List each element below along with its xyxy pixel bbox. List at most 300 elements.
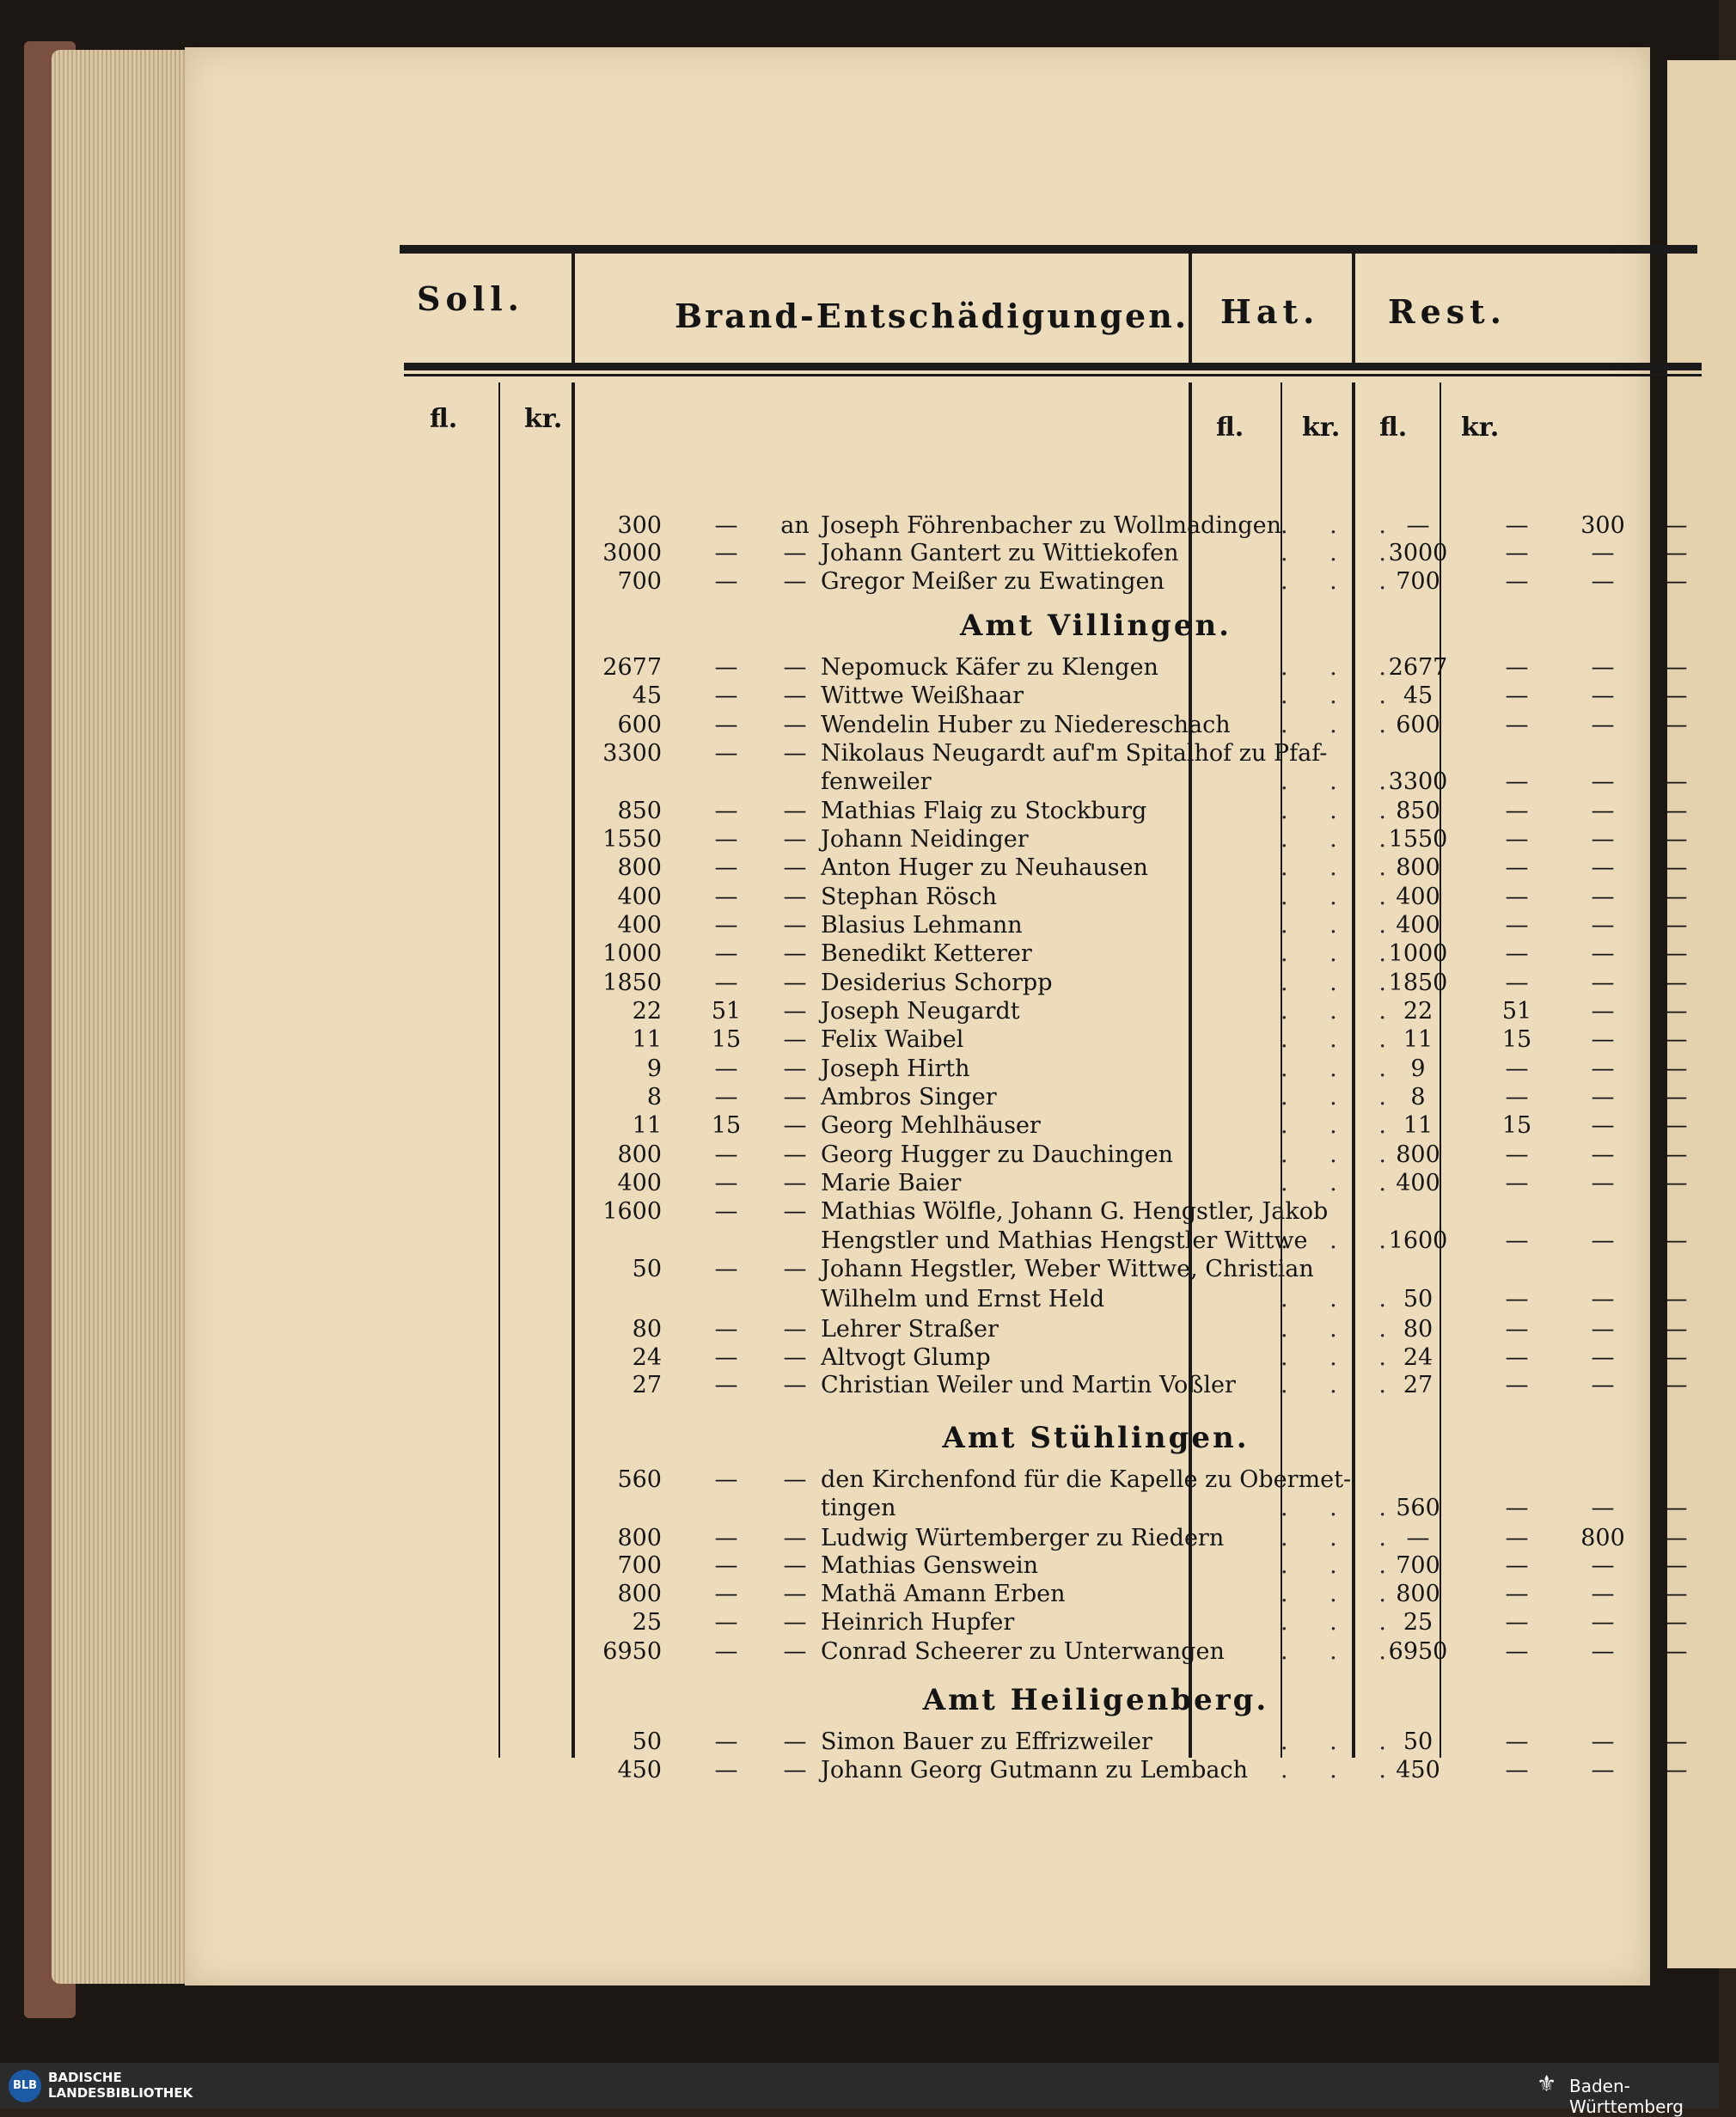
header-bottom-rule xyxy=(404,363,1702,370)
cell-name: den Kirchenfond für die Kapelle zu Obermet- xyxy=(821,1466,1352,1493)
cell-soll-fl: 800 xyxy=(617,1525,662,1551)
cell-rest-kr: — xyxy=(1664,1286,1688,1312)
cell-hat-fl: 600 xyxy=(1396,712,1440,738)
cell-name: Mathias Genswein xyxy=(821,1552,1039,1579)
cell-rest-fl: — xyxy=(1591,1084,1615,1111)
unit-soll-kr: kr. xyxy=(524,404,563,434)
cell-hat-fl: 1000 xyxy=(1388,940,1448,967)
header-sep-1 xyxy=(572,254,575,365)
cell-soll-kr: — xyxy=(714,1728,738,1755)
cell-rest-kr: — xyxy=(1664,1525,1688,1551)
blb-line-1: BADISCHE xyxy=(48,2070,122,2085)
cell-soll-fl: 400 xyxy=(617,1170,662,1196)
cell-hat-fl: 22 xyxy=(1403,998,1433,1025)
ledger-row xyxy=(576,682,1702,710)
ledger-row xyxy=(576,1728,1702,1756)
cell-hat-fl: — xyxy=(1406,512,1430,539)
cell-soll-kr: — xyxy=(714,1466,738,1493)
cell-hat-kr: — xyxy=(1505,826,1529,853)
cell-soll-fl: 700 xyxy=(617,568,662,595)
cell-hat-kr: — xyxy=(1505,1372,1529,1398)
leader-dots: . . . xyxy=(1281,1581,1403,1607)
cell-rest-fl: — xyxy=(1591,826,1615,853)
cell-hat-kr: — xyxy=(1505,1316,1529,1343)
ledger-row xyxy=(576,1169,1702,1197)
ledger-row xyxy=(576,1025,1702,1054)
ledger-row xyxy=(576,539,1702,567)
leader-dots: . . . xyxy=(1281,970,1403,996)
cell-hat-fl: 24 xyxy=(1403,1344,1433,1371)
amt-heading: Amt Villingen. xyxy=(959,609,1232,643)
cell-soll-kr: — xyxy=(714,1256,738,1282)
cell-rest-fl: — xyxy=(1591,854,1615,881)
leader-dots: . . . xyxy=(1281,1112,1403,1139)
cell-pre: — xyxy=(783,1344,807,1371)
cell-name: Heinrich Hupfer xyxy=(821,1609,1015,1636)
cell-rest-kr: — xyxy=(1664,998,1688,1025)
ledger-row xyxy=(576,1524,1702,1552)
cell-pre: — xyxy=(783,940,807,967)
cell-soll-fl: 1600 xyxy=(602,1198,662,1225)
cell-hat-kr: — xyxy=(1505,1084,1529,1111)
cell-soll-fl: 850 xyxy=(617,798,662,824)
cell-rest-kr: — xyxy=(1664,1609,1688,1636)
leader-dots: . . . xyxy=(1281,1055,1403,1082)
cell-soll-fl: 1850 xyxy=(602,970,662,996)
cell-soll-kr: — xyxy=(714,540,738,566)
cell-hat-fl: 800 xyxy=(1396,854,1440,881)
cell-soll-fl: 8 xyxy=(646,1084,662,1111)
leader-dots: . . . xyxy=(1281,1170,1403,1196)
ledger-row xyxy=(576,854,1702,882)
cell-soll-fl: 800 xyxy=(617,854,662,881)
unit-soll-fl: fl. xyxy=(430,404,458,434)
cell-rest-kr: — xyxy=(1664,1026,1688,1053)
ledger-row xyxy=(576,1465,1702,1494)
cell-soll-fl: 9 xyxy=(646,1055,662,1082)
unit-rest-kr: kr. xyxy=(1461,413,1500,443)
leader-dots: . . . xyxy=(1281,1552,1403,1579)
cell-pre: — xyxy=(783,1026,807,1053)
ledger-row xyxy=(576,1111,1702,1140)
ledger-row xyxy=(576,711,1702,739)
cell-rest-kr: — xyxy=(1664,1170,1688,1196)
leader-dots: . . . xyxy=(1281,540,1403,566)
cell-hat-fl: 11 xyxy=(1403,1026,1433,1053)
cell-soll-kr: — xyxy=(714,1525,738,1551)
cell-hat-fl: 400 xyxy=(1396,884,1440,910)
cell-soll-fl: 600 xyxy=(617,712,662,738)
cell-rest-kr: — xyxy=(1664,682,1688,709)
ledger-row xyxy=(576,1285,1702,1313)
cell-rest-kr: — xyxy=(1664,1055,1688,1082)
cell-soll-fl: 25 xyxy=(632,1609,662,1636)
cell-name: Desiderius Schorpp xyxy=(821,970,1053,996)
cell-soll-kr: — xyxy=(714,1552,738,1579)
cell-pre: — xyxy=(783,1609,807,1636)
cell-hat-kr: — xyxy=(1505,884,1529,910)
cell-name: Wilhelm und Ernst Held xyxy=(821,1286,1105,1312)
cell-soll-fl: 50 xyxy=(632,1728,662,1755)
cell-hat-fl: 50 xyxy=(1403,1728,1433,1755)
cell-hat-kr: — xyxy=(1505,768,1529,795)
cell-rest-fl: — xyxy=(1591,768,1615,795)
cell-rest-fl: — xyxy=(1591,1227,1615,1254)
cell-rest-kr: — xyxy=(1664,1227,1688,1254)
cell-pre: — xyxy=(783,998,807,1025)
cell-name: Joseph Föhrenbacher zu Wollmadingen xyxy=(821,512,1282,539)
cell-rest-kr: — xyxy=(1664,854,1688,881)
cell-soll-fl: 400 xyxy=(617,884,662,910)
cell-hat-fl: 800 xyxy=(1396,1141,1440,1168)
cell-soll-fl: 400 xyxy=(617,912,662,939)
cell-pre: — xyxy=(783,1170,807,1196)
cell-rest-fl: — xyxy=(1591,1316,1615,1343)
cell-rest-kr: — xyxy=(1664,1552,1688,1579)
cell-name: Johann Hegstler, Weber Wittwe, Christian xyxy=(821,1256,1314,1282)
leader-dots: . . . xyxy=(1281,1757,1403,1784)
cell-rest-kr: — xyxy=(1664,1728,1688,1755)
cell-name: Mathias Flaig zu Stockburg xyxy=(821,798,1147,824)
cell-pre: — xyxy=(783,682,807,709)
cell-name: Georg Mehlhäuser xyxy=(821,1112,1041,1139)
cell-rest-fl: — xyxy=(1591,568,1615,595)
leader-dots: . . . xyxy=(1281,826,1403,853)
ledger-row xyxy=(576,797,1702,825)
cell-name: Johann Neidinger xyxy=(821,826,1029,853)
cell-rest-kr: — xyxy=(1664,970,1688,996)
cell-name: fenweiler xyxy=(821,768,932,795)
cell-name: Johann Gantert zu Wittiekofen xyxy=(821,540,1179,566)
cell-hat-kr: 15 xyxy=(1501,1026,1532,1053)
cell-name: Joseph Neugardt xyxy=(821,998,1020,1025)
cell-pre: — xyxy=(783,1757,807,1784)
cell-soll-kr: — xyxy=(714,1757,738,1784)
cell-rest-fl: — xyxy=(1591,540,1615,566)
cell-hat-fl: 3000 xyxy=(1388,540,1448,566)
unit-rest-fl: fl. xyxy=(1379,413,1408,443)
cell-rest-fl: — xyxy=(1591,1581,1615,1607)
cell-hat-fl: 11 xyxy=(1403,1112,1433,1139)
header-sep-3 xyxy=(1352,254,1355,365)
cell-soll-kr: — xyxy=(714,654,738,681)
cell-hat-fl: 2677 xyxy=(1388,654,1448,681)
cell-rest-kr: — xyxy=(1664,540,1688,566)
cell-rest-fl: — xyxy=(1591,654,1615,681)
cell-hat-fl: 400 xyxy=(1396,1170,1440,1196)
cell-hat-fl: 560 xyxy=(1396,1495,1440,1521)
ledger-row xyxy=(576,653,1702,682)
cell-pre: — xyxy=(783,740,807,767)
cell-soll-kr: — xyxy=(714,740,738,767)
cell-name: Nikolaus Neugardt auf'm Spitalhof zu Pfaf- xyxy=(821,740,1328,767)
cell-pre: — xyxy=(783,1198,807,1225)
cell-hat-kr: — xyxy=(1505,1170,1529,1196)
cell-hat-kr: — xyxy=(1505,940,1529,967)
ledger-row xyxy=(576,1255,1702,1283)
cell-rest-kr: — xyxy=(1664,1316,1688,1343)
blb-line-2: LANDESBIBLIOTHEK xyxy=(48,2085,193,2101)
cell-soll-fl: 800 xyxy=(617,1141,662,1168)
cell-soll-kr: — xyxy=(714,1581,738,1607)
cell-pre: — xyxy=(783,1466,807,1493)
cell-rest-fl: — xyxy=(1591,998,1615,1025)
ledger-row xyxy=(576,1637,1702,1666)
cell-rest-kr: — xyxy=(1664,1495,1688,1521)
cell-soll-fl: 2677 xyxy=(602,654,662,681)
cell-soll-kr: 15 xyxy=(711,1112,742,1139)
cell-rest-fl: — xyxy=(1591,1286,1615,1312)
cell-name: Blasius Lehmann xyxy=(821,912,1023,939)
cell-hat-kr: — xyxy=(1505,712,1529,738)
cell-pre: — xyxy=(783,1256,807,1282)
leader-dots: . . . xyxy=(1281,998,1403,1025)
ledger-row xyxy=(576,1343,1702,1372)
leader-dots: . . . xyxy=(1281,512,1403,539)
cell-soll-fl: 3000 xyxy=(602,540,662,566)
cell-hat-fl: 1550 xyxy=(1388,826,1448,853)
cell-soll-kr: — xyxy=(714,1084,738,1111)
leader-dots: . . . xyxy=(1281,712,1403,738)
cell-rest-fl: — xyxy=(1591,1495,1615,1521)
cell-pre: — xyxy=(783,568,807,595)
cell-hat-fl: 3300 xyxy=(1388,768,1448,795)
cell-pre: — xyxy=(783,1552,807,1579)
ledger-row xyxy=(576,1083,1702,1111)
cell-rest-fl: — xyxy=(1591,1344,1615,1371)
cell-pre: — xyxy=(783,1316,807,1343)
cell-hat-kr: — xyxy=(1505,1552,1529,1579)
cell-pre: — xyxy=(783,1372,807,1398)
leader-dots: . . . xyxy=(1281,1084,1403,1111)
cell-soll-fl: 22 xyxy=(632,998,662,1025)
cell-rest-fl: — xyxy=(1591,712,1615,738)
cell-soll-kr: — xyxy=(714,712,738,738)
cell-hat-kr: — xyxy=(1505,682,1529,709)
cell-hat-kr: — xyxy=(1505,1227,1529,1254)
cell-hat-kr: — xyxy=(1505,1055,1529,1082)
amt-heading: Amt Heiligenberg. xyxy=(922,1683,1269,1717)
leader-dots: . . . xyxy=(1281,1227,1403,1254)
cell-name: Simon Bauer zu Effrizweiler xyxy=(821,1728,1152,1755)
cell-name: Ludwig Würtemberger zu Riedern xyxy=(821,1525,1225,1551)
leader-dots: . . . xyxy=(1281,682,1403,709)
ledger-row xyxy=(576,567,1702,596)
cell-pre: — xyxy=(783,1112,807,1139)
cell-name: Ambros Singer xyxy=(821,1084,997,1111)
cell-rest-kr: — xyxy=(1664,712,1688,738)
cell-hat-kr: — xyxy=(1505,1525,1529,1551)
cell-name: Georg Hugger zu Dauchingen xyxy=(821,1141,1174,1168)
cell-hat-fl: 850 xyxy=(1396,798,1440,824)
cell-soll-kr: — xyxy=(714,854,738,881)
cell-pre: — xyxy=(783,712,807,738)
leader-dots: . . . xyxy=(1281,1316,1403,1343)
leader-dots: . . . xyxy=(1281,568,1403,595)
cell-soll-kr: — xyxy=(714,798,738,824)
ledger-row xyxy=(576,1197,1702,1226)
cell-rest-kr: — xyxy=(1664,1084,1688,1111)
cell-soll-kr: — xyxy=(714,512,738,539)
cell-name: Nepomuck Käfer zu Klengen xyxy=(821,654,1158,681)
cell-hat-kr: — xyxy=(1505,1344,1529,1371)
cell-hat-fl: 700 xyxy=(1396,1552,1440,1579)
cell-rest-fl: — xyxy=(1591,884,1615,910)
cell-name: Altvogt Glump xyxy=(821,1344,991,1371)
ledger-row xyxy=(576,883,1702,911)
cell-rest-fl: — xyxy=(1591,1757,1615,1784)
leader-dots: . . . xyxy=(1281,1525,1403,1551)
cell-soll-kr: — xyxy=(714,970,738,996)
leader-dots: . . . xyxy=(1281,1728,1403,1755)
ledger-row xyxy=(576,1580,1702,1608)
cell-soll-fl: 80 xyxy=(632,1316,662,1343)
cell-hat-fl: 1600 xyxy=(1388,1227,1448,1254)
cell-soll-fl: 450 xyxy=(617,1757,662,1784)
leader-dots: . . . xyxy=(1281,1372,1403,1398)
cell-rest-kr: — xyxy=(1664,912,1688,939)
cell-rest-fl: — xyxy=(1591,1638,1615,1665)
cell-soll-kr: — xyxy=(714,1141,738,1168)
cell-rest-kr: — xyxy=(1664,1344,1688,1371)
cell-hat-kr: — xyxy=(1505,512,1529,539)
cell-pre: — xyxy=(783,1638,807,1665)
ledger-row xyxy=(576,1494,1702,1522)
book-page xyxy=(185,47,1688,1985)
cell-hat-kr: — xyxy=(1505,1286,1529,1312)
leader-dots: . . . xyxy=(1281,1495,1403,1521)
cell-pre: — xyxy=(783,1055,807,1082)
cell-rest-kr: — xyxy=(1664,798,1688,824)
cell-pre: — xyxy=(783,1525,807,1551)
cell-soll-fl: 11 xyxy=(632,1112,662,1139)
cell-hat-kr: — xyxy=(1505,1728,1529,1755)
cell-name: Marie Baier xyxy=(821,1170,962,1196)
cell-rest-fl: — xyxy=(1591,1141,1615,1168)
cell-hat-kr: — xyxy=(1505,854,1529,881)
cell-rest-fl: — xyxy=(1591,798,1615,824)
leader-dots: . . . xyxy=(1281,1638,1403,1665)
cell-hat-fl: 25 xyxy=(1403,1609,1433,1636)
cell-rest-fl: — xyxy=(1591,1552,1615,1579)
cell-pre: — xyxy=(783,1141,807,1168)
cell-soll-kr: — xyxy=(714,1344,738,1371)
leader-dots: . . . xyxy=(1281,1286,1403,1312)
leader-dots: . . . xyxy=(1281,1609,1403,1636)
cell-rest-fl: — xyxy=(1591,970,1615,996)
cell-hat-kr: 51 xyxy=(1501,998,1532,1025)
cell-rest-fl: — xyxy=(1591,1112,1615,1139)
unit-hat-fl: fl. xyxy=(1216,413,1244,443)
cell-hat-fl: 400 xyxy=(1396,912,1440,939)
header-soll: Soll. xyxy=(417,279,524,318)
cell-rest-kr: — xyxy=(1664,1757,1688,1784)
cell-rest-kr: — xyxy=(1664,768,1688,795)
cell-rest-fl: — xyxy=(1591,1170,1615,1196)
blb-logo-icon: BLB xyxy=(9,2070,41,2102)
cell-name: tingen xyxy=(821,1495,896,1521)
cell-soll-kr: 51 xyxy=(711,998,742,1025)
cell-soll-fl: 800 xyxy=(617,1581,662,1607)
cell-name: Wendelin Huber zu Niedereschach xyxy=(821,712,1231,738)
header-hat: Hat. xyxy=(1220,292,1320,331)
cell-soll-fl: 1550 xyxy=(602,826,662,853)
cell-soll-kr: — xyxy=(714,884,738,910)
cell-hat-fl: 450 xyxy=(1396,1757,1440,1784)
cell-pre: — xyxy=(783,1581,807,1607)
cell-rest-kr: — xyxy=(1664,1141,1688,1168)
leader-dots: . . . xyxy=(1281,1344,1403,1371)
leader-dots: . . . xyxy=(1281,768,1403,795)
cell-name: Anton Huger zu Neuhausen xyxy=(821,854,1148,881)
cell-rest-fl: — xyxy=(1591,1372,1615,1398)
leader-dots: . . . xyxy=(1281,1026,1403,1053)
cell-soll-kr: — xyxy=(714,1055,738,1082)
cell-pre: — xyxy=(783,854,807,881)
cell-hat-kr: — xyxy=(1505,654,1529,681)
cell-soll-kr: — xyxy=(714,1609,738,1636)
leader-dots: . . . xyxy=(1281,1141,1403,1168)
cell-name: Benedikt Ketterer xyxy=(821,940,1032,967)
cell-hat-kr: — xyxy=(1505,540,1529,566)
cell-pre: — xyxy=(783,540,807,566)
cell-rest-fl: — xyxy=(1591,912,1615,939)
cell-name: Joseph Hirth xyxy=(821,1055,970,1082)
cell-pre: — xyxy=(783,654,807,681)
ledger-row xyxy=(576,1551,1702,1580)
cell-soll-fl: 45 xyxy=(632,682,662,709)
cell-soll-fl: 27 xyxy=(632,1372,662,1398)
col-sep-name xyxy=(572,382,575,1758)
cell-name: Stephan Rösch xyxy=(821,884,998,910)
cell-hat-fl: 1850 xyxy=(1388,970,1448,996)
col-sep-soll-kr xyxy=(498,382,500,1758)
ledger-row xyxy=(576,939,1702,968)
cell-rest-fl: — xyxy=(1591,1728,1615,1755)
page-stack-edge xyxy=(52,50,189,1984)
cell-name: Felix Waibel xyxy=(821,1026,964,1053)
leader-dots: . . . xyxy=(1281,798,1403,824)
ledger-row xyxy=(576,825,1702,854)
cell-hat-fl: 6950 xyxy=(1388,1638,1448,1665)
blb-name xyxy=(48,2070,193,2101)
top-rule xyxy=(400,245,1697,254)
cell-pre: — xyxy=(783,1728,807,1755)
footer-bar xyxy=(0,2063,1719,2117)
cell-soll-kr: — xyxy=(714,912,738,939)
cell-soll-kr: — xyxy=(714,682,738,709)
ledger-row xyxy=(576,1315,1702,1343)
ledger-row xyxy=(576,1371,1702,1399)
cell-hat-kr: — xyxy=(1505,1609,1529,1636)
cell-pre: an xyxy=(780,512,810,539)
cell-pre: — xyxy=(783,1084,807,1111)
cell-rest-kr: — xyxy=(1664,1638,1688,1665)
cell-hat-fl: 700 xyxy=(1396,568,1440,595)
cell-soll-kr: 15 xyxy=(711,1026,742,1053)
cell-rest-kr: — xyxy=(1664,512,1688,539)
cell-rest-fl: — xyxy=(1591,1026,1615,1053)
cell-name: Conrad Scheerer zu Unterwangen xyxy=(821,1638,1225,1665)
cell-rest-fl: — xyxy=(1591,682,1615,709)
cell-rest-kr: — xyxy=(1664,884,1688,910)
cell-pre: — xyxy=(783,884,807,910)
cell-hat-fl: 9 xyxy=(1410,1055,1426,1082)
cell-soll-kr: — xyxy=(714,826,738,853)
cell-name: Wittwe Weißhaar xyxy=(821,682,1024,709)
cell-hat-kr: — xyxy=(1505,1638,1529,1665)
cell-name: Gregor Meißer zu Ewatingen xyxy=(821,568,1164,595)
